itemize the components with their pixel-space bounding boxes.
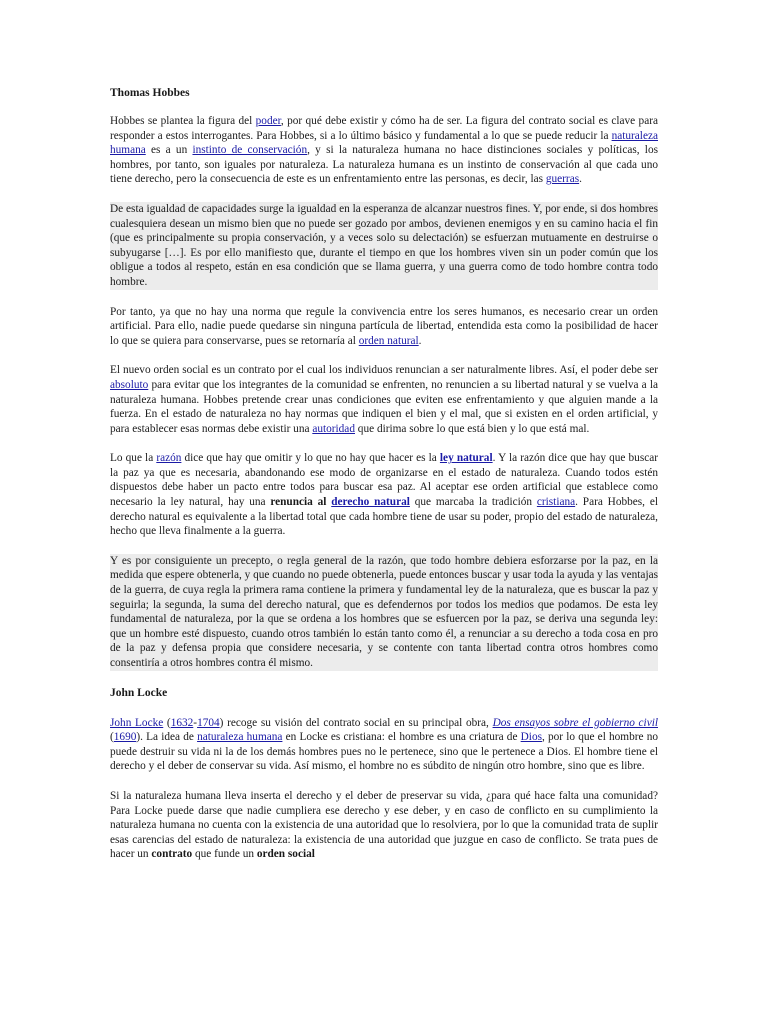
- link-instinto-de-conservacion[interactable]: instinto de conservación: [192, 144, 308, 157]
- document-page: [110, 80, 658, 877]
- link-poder[interactable]: poder: [255, 115, 281, 127]
- text: Si la naturaleza humana lleva inserta el derecho y el deber de preservar su vida, ¿para qué hace falta una comunidad? Para Locke puede darse que nadie cumpliera ese derecho y ese deber, y en caso de conflicto en su cumplimiento la naturaleza humana no cuenta con la existencia de una autoridad que lo resolviera, por lo que la comunidad trata de suplir esas carencias del estado de naturaleza: la existencia de una autoridad que juzgue en caso de conflicto. Se trata pues de hacer un: [110, 789, 658, 861]
- link-john-locke[interactable]: John Locke: [110, 716, 164, 729]
- hobbes-paragraph-5: [110, 451, 658, 539]
- bold-orden-social: orden social: [256, 848, 315, 861]
- text: que dirima sobre lo que está bien y lo que está mal.: [354, 422, 590, 435]
- section-heading-locke: John Locke: [110, 686, 168, 699]
- locke-paragraph-2: [110, 789, 658, 862]
- hobbes-quote-1: De esta igualdad de capacidades surge la igualdad en la esperanza de alcanzar nuestros fines. Y, por ende, si dos hombres cualesquiera desean un mismo bien que no puede ser gozado por ambos, devienen enemigos y en su camino hacia el fin (que es principalmente su propia conservación, y a veces solo su delectación) se esfuerzan mutuamente en destruirse o subyugarse […]. Es por ello manifiesto que, durante el tiempo en que los hombres viven sin un poder común que los obligue a todos al respeto, están en esa condición que se llama guerra, y una guerra como de todo hombre contra todo hombre.: [110, 202, 658, 288]
- text: Por tanto, ya que no hay una norma que regule la convivencia entre los seres humanos, es necesario crear un orden artificial. Para ello, nadie puede quedarse sin ninguna partícula de libertad, entendida esta como la posibilidad de hacer lo que se quiera para conservarse, pues se retornaría al: [110, 305, 658, 347]
- link-ley-natural[interactable]: ley natural: [439, 452, 493, 465]
- text: Lo que la: [110, 452, 157, 465]
- text: , por qué debe existir y cómo ha de ser. La figura del contrato social es clave para responder a estos interrogantes. Para Hobbes, si a lo último básico y fundamental a lo que se puede reducir la: [110, 115, 658, 142]
- link-dios[interactable]: Dios: [520, 731, 542, 744]
- link-guerras[interactable]: guerras: [545, 173, 580, 186]
- text: , por lo que el hombre no puede destruir su vida ni la de los demás hombres pues no le pertenece, sino que le pertenece a Dios. El hombre tiene el derecho y el deber de conservar su vida. Así mismo, el hombre no es súbdito de ningún otro hombre, sino que es libre.: [110, 731, 658, 773]
- text: -: [193, 716, 198, 729]
- link-1704[interactable]: 1704: [197, 716, 220, 729]
- section-heading-hobbes: Thomas Hobbes: [110, 87, 190, 99]
- link-dos-ensayos[interactable]: Dos ensayos sobre el gobierno civil: [492, 716, 658, 729]
- text: en Locke es cristiana: el hombre es una criatura de: [282, 731, 521, 744]
- link-autoridad[interactable]: autoridad: [312, 422, 355, 435]
- text: dice que hay que omitir y lo que no hay que hacer es la: [181, 452, 440, 465]
- link-naturaleza-humana[interactable]: naturaleza humana: [110, 129, 658, 157]
- text: .: [418, 334, 422, 347]
- text: Hobbes se plantea la figura del: [110, 115, 256, 127]
- text: (: [163, 716, 171, 729]
- text: . Y la razón dice que hay que buscar la paz ya que es necesaria, abandonando ese modo de organizarse en el estado de naturaleza. Cuando todos estén dispuestos debe haber un pacto entre todos para buscar esa paz. Al aceptar ese orden artificial que establece como necesario la ley natural, hay una: [110, 452, 659, 509]
- text: para evitar que los integrantes de la comunidad se enfrenten, no renuncien a su libertad natural y se vuelva a la naturaleza humana. Hobbes pretende crear unas condiciones que eviten ese enfrentamiento y que alguien mande a la fuerza. En el estado de naturaleza no hay normas que indiquen el bien y el mal, que si existen en el orden artificial, y para establecer esas normas debe existir una: [110, 378, 658, 435]
- hobbes-paragraph-3: [110, 305, 658, 349]
- text: ). La idea de: [136, 731, 198, 744]
- text: .: [579, 173, 582, 186]
- bold-contrato: contrato: [151, 848, 193, 861]
- locke-paragraph-1: [110, 716, 658, 774]
- link-razon[interactable]: razón: [156, 452, 182, 465]
- link-orden-natural[interactable]: orden natural: [358, 334, 419, 347]
- hobbes-quote-2: Y es por consiguiente un precepto, o regla general de la razón, que todo hombre debiera esforzarse por la paz, en la medida que espere obtenerla, y que cuando no puede obtenerla, puede entonces buscar y usar toda la ayuda y las ventajas de la guerra, de cuya regla la primera rama contiene la primera y fundamental ley de la naturaleza, que es buscar la paz y seguirla; la segunda, la suma del derecho natural, que es defendernos por todos los medios que podamos. De esta ley fundamental de naturaleza, por la que se ordena a los hombres que se esfuercen por la paz, se deriva una segunda ley: que un hombre esté dispuesto, cuando otros también lo están tanto como él, a renunciar a su derecho a toda cosa en pro de la paz y defensa propia que considere necesaria, y se contente con tanta libertad contra otros hombres como consentiría a otros hombres contra él mismo.: [110, 554, 658, 669]
- link-1632[interactable]: 1632: [170, 716, 194, 729]
- hobbes-paragraph-1: [110, 114, 658, 187]
- text: que funde un: [192, 848, 257, 861]
- text: (: [110, 731, 114, 744]
- hobbes-paragraph-4: [110, 363, 658, 436]
- text: . Para Hobbes, el derecho natural es equivalente a la libertad total que cada hombre tiene de usar su poder, propio del estado de naturaleza, hecho que lleva finalmente a la guerra.: [110, 496, 658, 538]
- text: El nuevo orden social es un contrato por el cual los individuos renuncian a ser naturalmente libres. Así, el poder debe ser: [110, 364, 658, 377]
- link-1690[interactable]: 1690: [113, 731, 137, 744]
- link-naturaleza-humana-locke[interactable]: naturaleza humana: [197, 731, 283, 744]
- link-absoluto[interactable]: absoluto: [110, 378, 149, 391]
- text: es a un: [145, 144, 193, 157]
- bold-text: renuncia al: [270, 496, 332, 509]
- text: que marcaba la tradición: [409, 496, 537, 509]
- text: ) recoge su visión del contrato social en su principal obra,: [219, 716, 493, 729]
- link-derecho-natural[interactable]: derecho natural: [331, 496, 410, 509]
- text: , y si la naturaleza humana no hace distinciones sociales y políticas, los hombres, por tanto, son iguales por naturaleza. La naturaleza humana es un instinto de conservación al que cada uno tiene derecho, pero la consecuencia de este es un enfrentamiento entre las personas, es decir, las: [110, 144, 658, 186]
- link-cristiana[interactable]: cristiana: [536, 496, 576, 509]
